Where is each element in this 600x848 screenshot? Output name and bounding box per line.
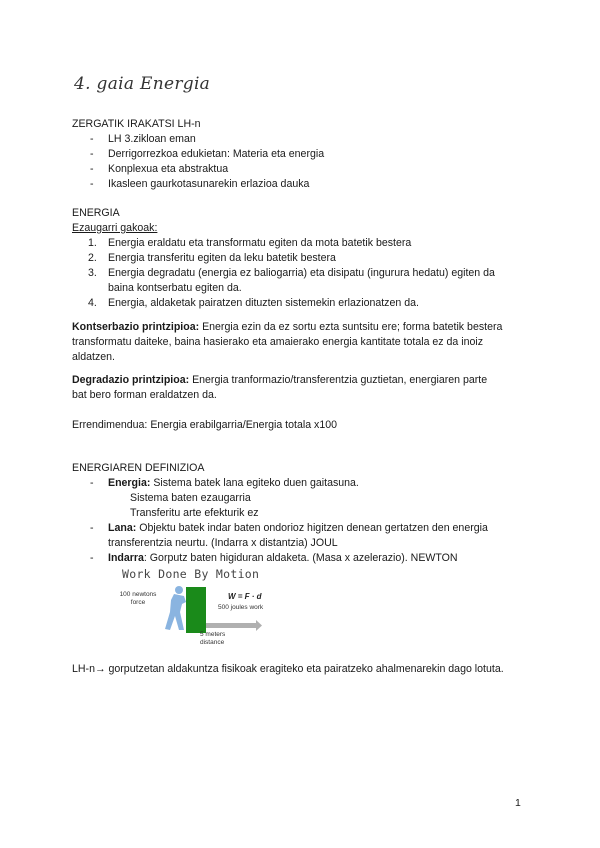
list-item <box>72 236 495 251</box>
degradazio-text: bat bero forman eraldatzen da. <box>72 389 217 401</box>
degradazio-paragraph <box>72 373 487 403</box>
force-label-line: 100 newtons <box>119 591 157 598</box>
list-text: Energia degradatu (energia ez baliogarria) eta disipatu (ingurura hedatu) egiten da <box>108 267 495 279</box>
list-number: 4. <box>88 297 97 309</box>
list-item: - Ikasleen gaurkotasunarekin erlazioa dauka <box>72 177 324 192</box>
figure-title: Work Done By Motion <box>122 567 260 581</box>
list-item: - LH 3.zikloan eman <box>72 132 324 147</box>
definizioa-heading: ENERGIAREN DEFINIZIOA <box>72 462 205 474</box>
zergatik-list <box>72 132 324 192</box>
energia-section <box>72 206 495 311</box>
distance-arrow <box>206 623 256 628</box>
list-text: Energia transferitu egiten da leku batetik bestera <box>108 252 336 264</box>
definizioa-section <box>72 461 488 566</box>
list-text: Energia, aldaketak pairatzen dituzten sistemekin erlazionatzen da. <box>108 297 419 309</box>
indarra-label: Indarra <box>108 552 144 564</box>
distance-label <box>200 631 225 647</box>
list-item-energia <box>72 476 488 491</box>
energia-heading: ENERGIA <box>72 207 120 219</box>
force-label-line: force <box>130 599 146 606</box>
distance-label-line: distance <box>200 639 225 646</box>
indarra-text: : Gorputz baten higiduran aldaketa. (Masa x azelerazio). NEWTON <box>143 552 458 564</box>
lana-text: Objektu batek indar baten ondorioz higitzen denean gertatzen den energia <box>136 522 488 534</box>
list-item <box>72 296 495 311</box>
person-pushing-icon <box>165 586 186 630</box>
page-title: 4. gaia Energia <box>74 74 211 94</box>
work-label: 500 joules work <box>218 604 264 611</box>
page-number: 1 <box>515 797 521 809</box>
energia-list <box>72 236 495 311</box>
kontserbazio-label: Kontserbazio printzipioa: <box>72 321 200 333</box>
zergatik-heading: ZERGATIK IRAKATSI LH-n <box>72 118 201 130</box>
kontserbazio-text: aldatzen. <box>72 351 115 363</box>
zergatik-section <box>72 117 324 192</box>
degradazio-label: Degradazio printzipioa: <box>72 374 190 386</box>
lana-text-continuation: transferentzia neurtu. (Indarra x distantzia) JOUL <box>108 537 338 549</box>
kontserbazio-text: transformatu daiteke, baina hasierako eta amaierako energia kantitate totala ez da inoiz <box>72 336 484 348</box>
energia-subheading: Ezaugarri gakoak: <box>72 222 158 234</box>
list-number: 3. <box>88 267 97 279</box>
kontserbazio-text: Energia ezin da ez sortu ezta suntsitu ere; forma batetik bestera <box>199 321 503 333</box>
force-label <box>118 591 158 607</box>
list-number: 2. <box>88 252 97 264</box>
list-text: baina kontserbatu egiten da. <box>108 282 242 294</box>
list-item-continuation <box>72 281 495 296</box>
distance-label-line: 5 meters <box>200 631 226 638</box>
list-item: - Konplexua eta abstraktua <box>72 162 324 177</box>
energia-text: Sistema batek lana egiteko duen gaitasuna. <box>150 477 359 489</box>
errendimendua-text: Errendimendua: Energia erabilgarria/Energia totala x100 <box>72 419 338 431</box>
list-item-lana <box>72 521 488 536</box>
kontserbazio-paragraph <box>72 320 502 365</box>
degradazio-text: Energia tranformazio/transferentzia guztietan, energiaren parte <box>189 374 488 386</box>
list-item-indarra <box>72 551 488 566</box>
definizioa-list <box>72 476 488 566</box>
energia-sub-item: Transferitu arte efekturik ez <box>130 507 259 519</box>
arrow-head-icon <box>256 620 262 631</box>
list-item: - Derrigorrezkoa edukietan: Materia eta energia <box>72 147 324 162</box>
lana-label: Lana: <box>108 522 137 534</box>
closing-text: LH-n→ gorputzetan aldakuntza fisikoak eragiteko eta pairatzeko ahalmenarekin dago lotuta. <box>72 663 504 675</box>
list-number: 1. <box>88 237 97 249</box>
energia-sub-item: Sistema baten ezaugarria <box>130 492 251 504</box>
green-box <box>186 587 206 633</box>
formula-label: W = F · d <box>228 592 262 601</box>
list-item <box>72 266 495 281</box>
energia-label: Energia: <box>108 477 151 489</box>
list-item <box>72 251 495 266</box>
list-text: Energia eraldatu eta transformatu egiten da mota batetik bestera <box>108 237 412 249</box>
